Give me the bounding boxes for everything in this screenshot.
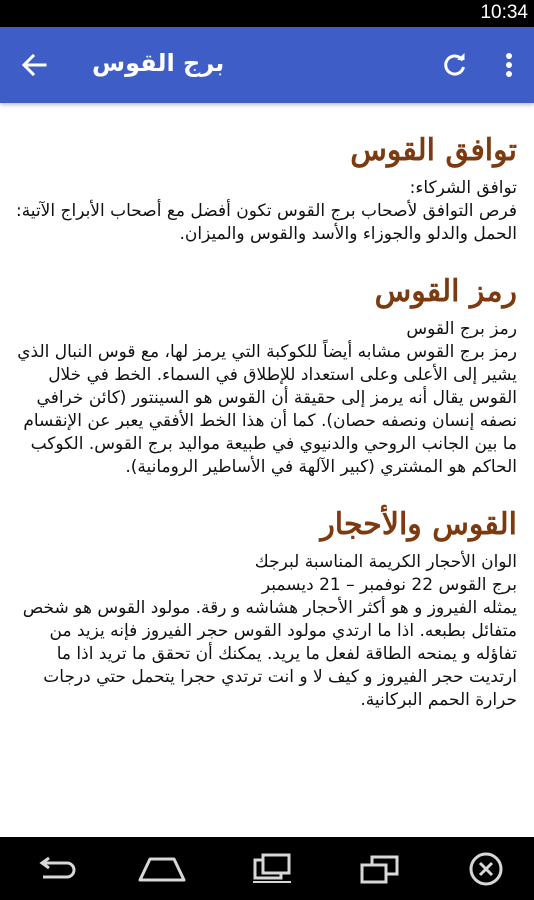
nav-home-icon: [136, 855, 188, 883]
arrow-back-icon: [21, 53, 47, 77]
section-title: توافق القوس: [350, 133, 517, 168]
refresh-button[interactable]: [438, 49, 472, 81]
refresh-icon: [442, 52, 468, 78]
section-body: توافق الشركاء: فرص التوافق لأصحاب برج القوس تكون أفضل مع أصحاب الأبراج الآتية: الحمل والدلو والجوزاء والأسد والقوس والميزان.: [15, 178, 517, 244]
nav-home-button[interactable]: [134, 849, 190, 889]
navigation-bar: [0, 837, 534, 900]
section-title: رمز القوس: [374, 274, 517, 309]
article-content[interactable]: [0, 103, 534, 837]
nav-recents-button[interactable]: [352, 849, 408, 889]
screenshot-icon: [249, 852, 295, 886]
section-title: القوس والأحجار: [320, 507, 517, 542]
app-bar: [0, 27, 534, 103]
status-time: 10:34: [480, 2, 528, 23]
close-circle-icon: [468, 851, 504, 887]
nav-recents-icon: [359, 853, 401, 885]
nav-back-button[interactable]: [28, 849, 84, 889]
section-body: رمز برج القوس رمز برج القوس مشابه أيضاً للكوكبة التي يرمز لها، مع قوس النبال الذي يشير إلى الأعلى وعلى استعداد للإطلاق في السماء. الخط في خلال القوس يقال أنه يرمز إلى حقيقة أن القوس هو السينتور (كائن خرافي نصفه إنسان ونصفه حصان). كما أن هذا الخط الأفقي يعبر عن الإنقسام ما بين الجانب الروحي والدنيوي في طبيعة مواليد برج القوس. الكوكب الحاكم هو المشتري (كبير الآلهة في الأساطير الرومانية).: [17, 319, 517, 477]
back-button[interactable]: [18, 49, 50, 81]
page-title: برج القوس: [92, 49, 225, 77]
more-vertical-icon: [505, 52, 513, 78]
status-bar: [0, 0, 534, 27]
more-options-button[interactable]: [496, 49, 522, 81]
screenshot-button[interactable]: [244, 849, 300, 889]
close-button[interactable]: [458, 849, 514, 889]
nav-back-icon: [33, 857, 79, 881]
section-body: الوان الأحجار الكريمة المناسبة لبرجك برج القوس 22 نوفمبر – 21 ديسمبر يمثله الفيروز و هو أكثر الأحجار هشاشه و رقة. مولود القوس هو شخص متفائل بطبعه. اذا ما ارتدي مولود القوس حجر الفيروز فإنه يزيد من تفاؤله و يمنحه الطاقة لفعل ما يريد. يمكنك أن تحقق ما تريد اذا ما ارتديت حجر الفيروز و كيف لا و انت ترتدي حجرا يتحمل حتي درجات حرارة الحمم البركانية.: [22, 552, 517, 710]
